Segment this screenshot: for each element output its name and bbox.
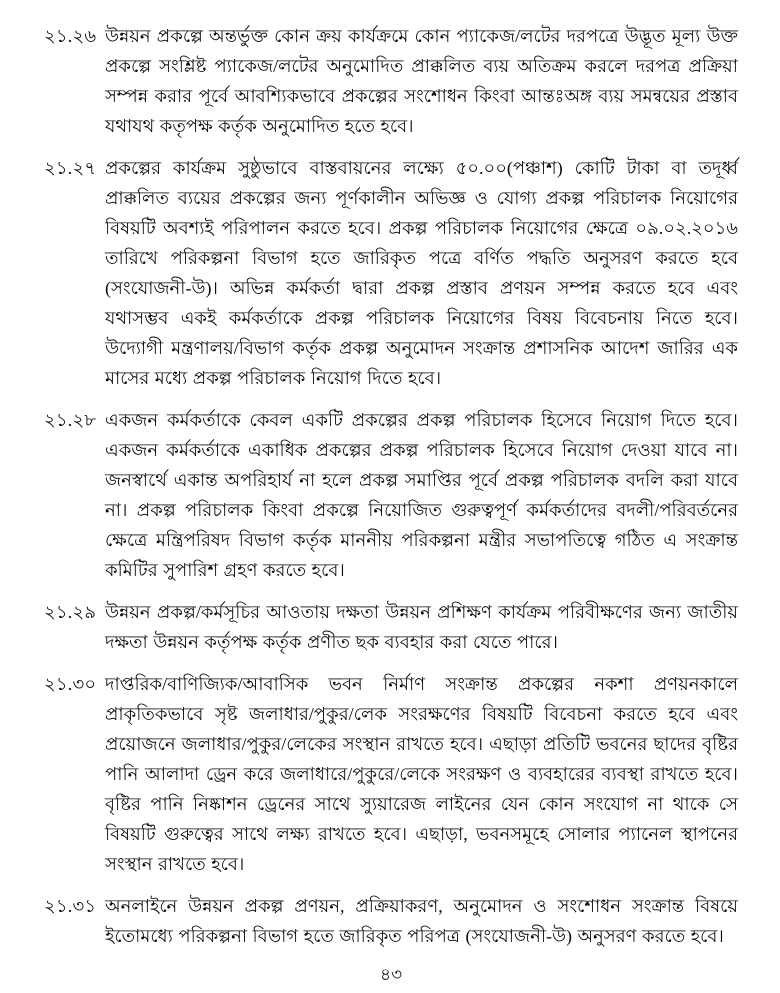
page-number: ৪৩ [379,965,403,984]
clause-21-29 [44,597,738,657]
clause-number: ২১.২৮ [44,410,97,430]
clause-number: ২১.২৭ [44,158,97,178]
clause-21-31 [44,891,738,951]
clause-21-28 [44,405,738,585]
clause-21-27 [44,153,738,393]
clause-text: উন্নয়ন প্রকল্প/কর্মসূচির আওতায় দক্ষতা উন্নয়ন প্রশিক্ষণ কার্যক্রম পরিবীক্ষণের জন্য জাতীয় দক্ষতা উন্নয়ন কর্তৃপক্ষ কর্তৃক প্রণীত ছক ব্যবহার করা যেতে পারে। [105,602,738,652]
clause-text: দাপ্তরিক/বাণিজ্যিক/আবাসিক ভবন নির্মাণ সংক্রান্ত প্রকল্পের নকশা প্রণয়নকালে প্রাকৃতিকভাবে সৃষ্ট জলাধার/পুকুর/লেক সংরক্ষণের বিষয়টি বিবেচনা করতে হবে এবং প্রয়োজনে জলাধার/পুকুর/লেকের সংস্থান রাখতে হবে। এছাড়া প্রতিটি ভবনের ছাদের বৃষ্টির পানি আলাদা ড্রেন করে জলাধারে/পুকুরে/লেকে সংরক্ষণ ও ব্যবহারের ব্যবস্থা রাখতে হবে। বৃষ্টির পানি নিষ্কাশন ড্রেনের সাথে স্যুয়ারেজ লাইনের যেন কোন সংযোগ না থাকে সে বিষয়টি গুরুত্বের সাথে লক্ষ্য রাখতে হবে। এছাড়া, ভবনসমূহে সোলার প্যানেল স্থাপনের সংস্থান রাখতে হবে। [105,674,738,874]
clause-text: প্রকল্পের কার্যক্রম সুষ্ঠুভাবে বাস্তবায়নের লক্ষ্যে ৫০.০০(পঞ্চাশ) কোটি টাকা বা তদূর্ধ্ব প্রাক্কলিত ব্যয়ের প্রকল্পের জন্য পূর্ণকালীন অভিজ্ঞ ও যোগ্য প্রকল্প পরিচালক নিয়োগের বিষয়টি অবশ্যই পরিপালন করতে হবে। প্রকল্প পরিচালক নিয়োগের ক্ষেত্রে ০৯.০২.২০১৬ তারিখে পরিকল্পনা বিভাগ হতে জারিকৃত পত্রে বর্ণিত পদ্ধতি অনুসরণ করতে হবে (সংযোজনী-উ)। অভিন্ন কর্মকর্তা দ্বারা প্রকল্প প্রস্তাব প্রণয়ন সম্পন্ন করতে হবে এবং যথাসম্ভব একই কর্মকর্তাকে প্রকল্প পরিচালক নিয়োগের বিষয় বিবেচনায় নিতে হবে। উদ্যোগী মন্ত্রণালয়/বিভাগ কর্তৃক প্রকল্প অনুমোদন সংক্রান্ত প্রশাসনিক আদেশ জারির এক মাসের মধ্যে প্রকল্প পরিচালক নিয়োগ দিতে হবে। [105,158,738,388]
clause-text: অনলাইনে উন্নয়ন প্রকল্প প্রণয়ন, প্রক্রিয়াকরণ, অনুমোদন ও সংশোধন সংক্রান্ত বিষয়ে ইতোমধ্যে পরিকল্পনা বিভাগ হতে জারিকৃত পরিপত্র (সংযোজনী-উ) অনুসরণ করতে হবে। [105,896,738,946]
clause-number: ২১.২৬ [44,26,97,46]
clause-21-30 [44,669,738,879]
clause-text: একজন কর্মকর্তাকে কেবল একটি প্রকল্পের প্রকল্প পরিচালক হিসেবে নিয়োগ দিতে হবে। একজন কর্মকর্তাকে একাধিক প্রকল্পের প্রকল্প পরিচালক হিসেবে নিয়োগ দেওয়া যাবে না। জনস্বার্থে একান্ত অপরিহার্য না হলে প্রকল্প সমাপ্তির পূর্বে প্রকল্প পরিচালক বদলি করা যাবে না। প্রকল্প পরিচালক কিংবা প্রকল্পে নিয়োজিত গুরুত্বপূর্ণ কর্মকর্তাদের বদলী/পরিবর্তনের ক্ষেত্রে মন্ত্রিপরিষদ বিভাগ কর্তৃক মাননীয় পরিকল্পনা মন্ত্রীর সভাপতিত্বে গঠিত এ সংক্রান্ত কমিটির সুপারিশ গ্রহণ করতে হবে। [105,410,738,580]
clause-number: ২১.৩১ [44,896,97,916]
clause-number: ২১.৩০ [44,674,97,694]
clause-text: উন্নয়ন প্রকল্পে অন্তর্ভুক্ত কোন ক্রয় কার্যক্রমে কোন প্যাকেজ/লটের দরপত্রে উদ্ভূত মূল্য উক্ত প্রকল্পে সংশ্লিষ্ট প্যাকেজ/লটের অনুমোদিত প্রাক্কলিত ব্যয় অতিক্রম করলে দরপত্র প্রক্রিয়া সম্পন্ন করার পূর্বে আবশ্যিকভাবে প্রকল্পের সংশোধন কিংবা আন্তঃঅঙ্গ ব্যয় সমন্বয়ের প্রস্তাব যথাযথ কতৃপক্ষ কর্তৃক অনুমোদিত হতে হবে। [105,26,738,136]
clause-21-26 [44,21,738,141]
page-footer [44,963,738,993]
clause-number: ২১.২৯ [44,602,97,622]
